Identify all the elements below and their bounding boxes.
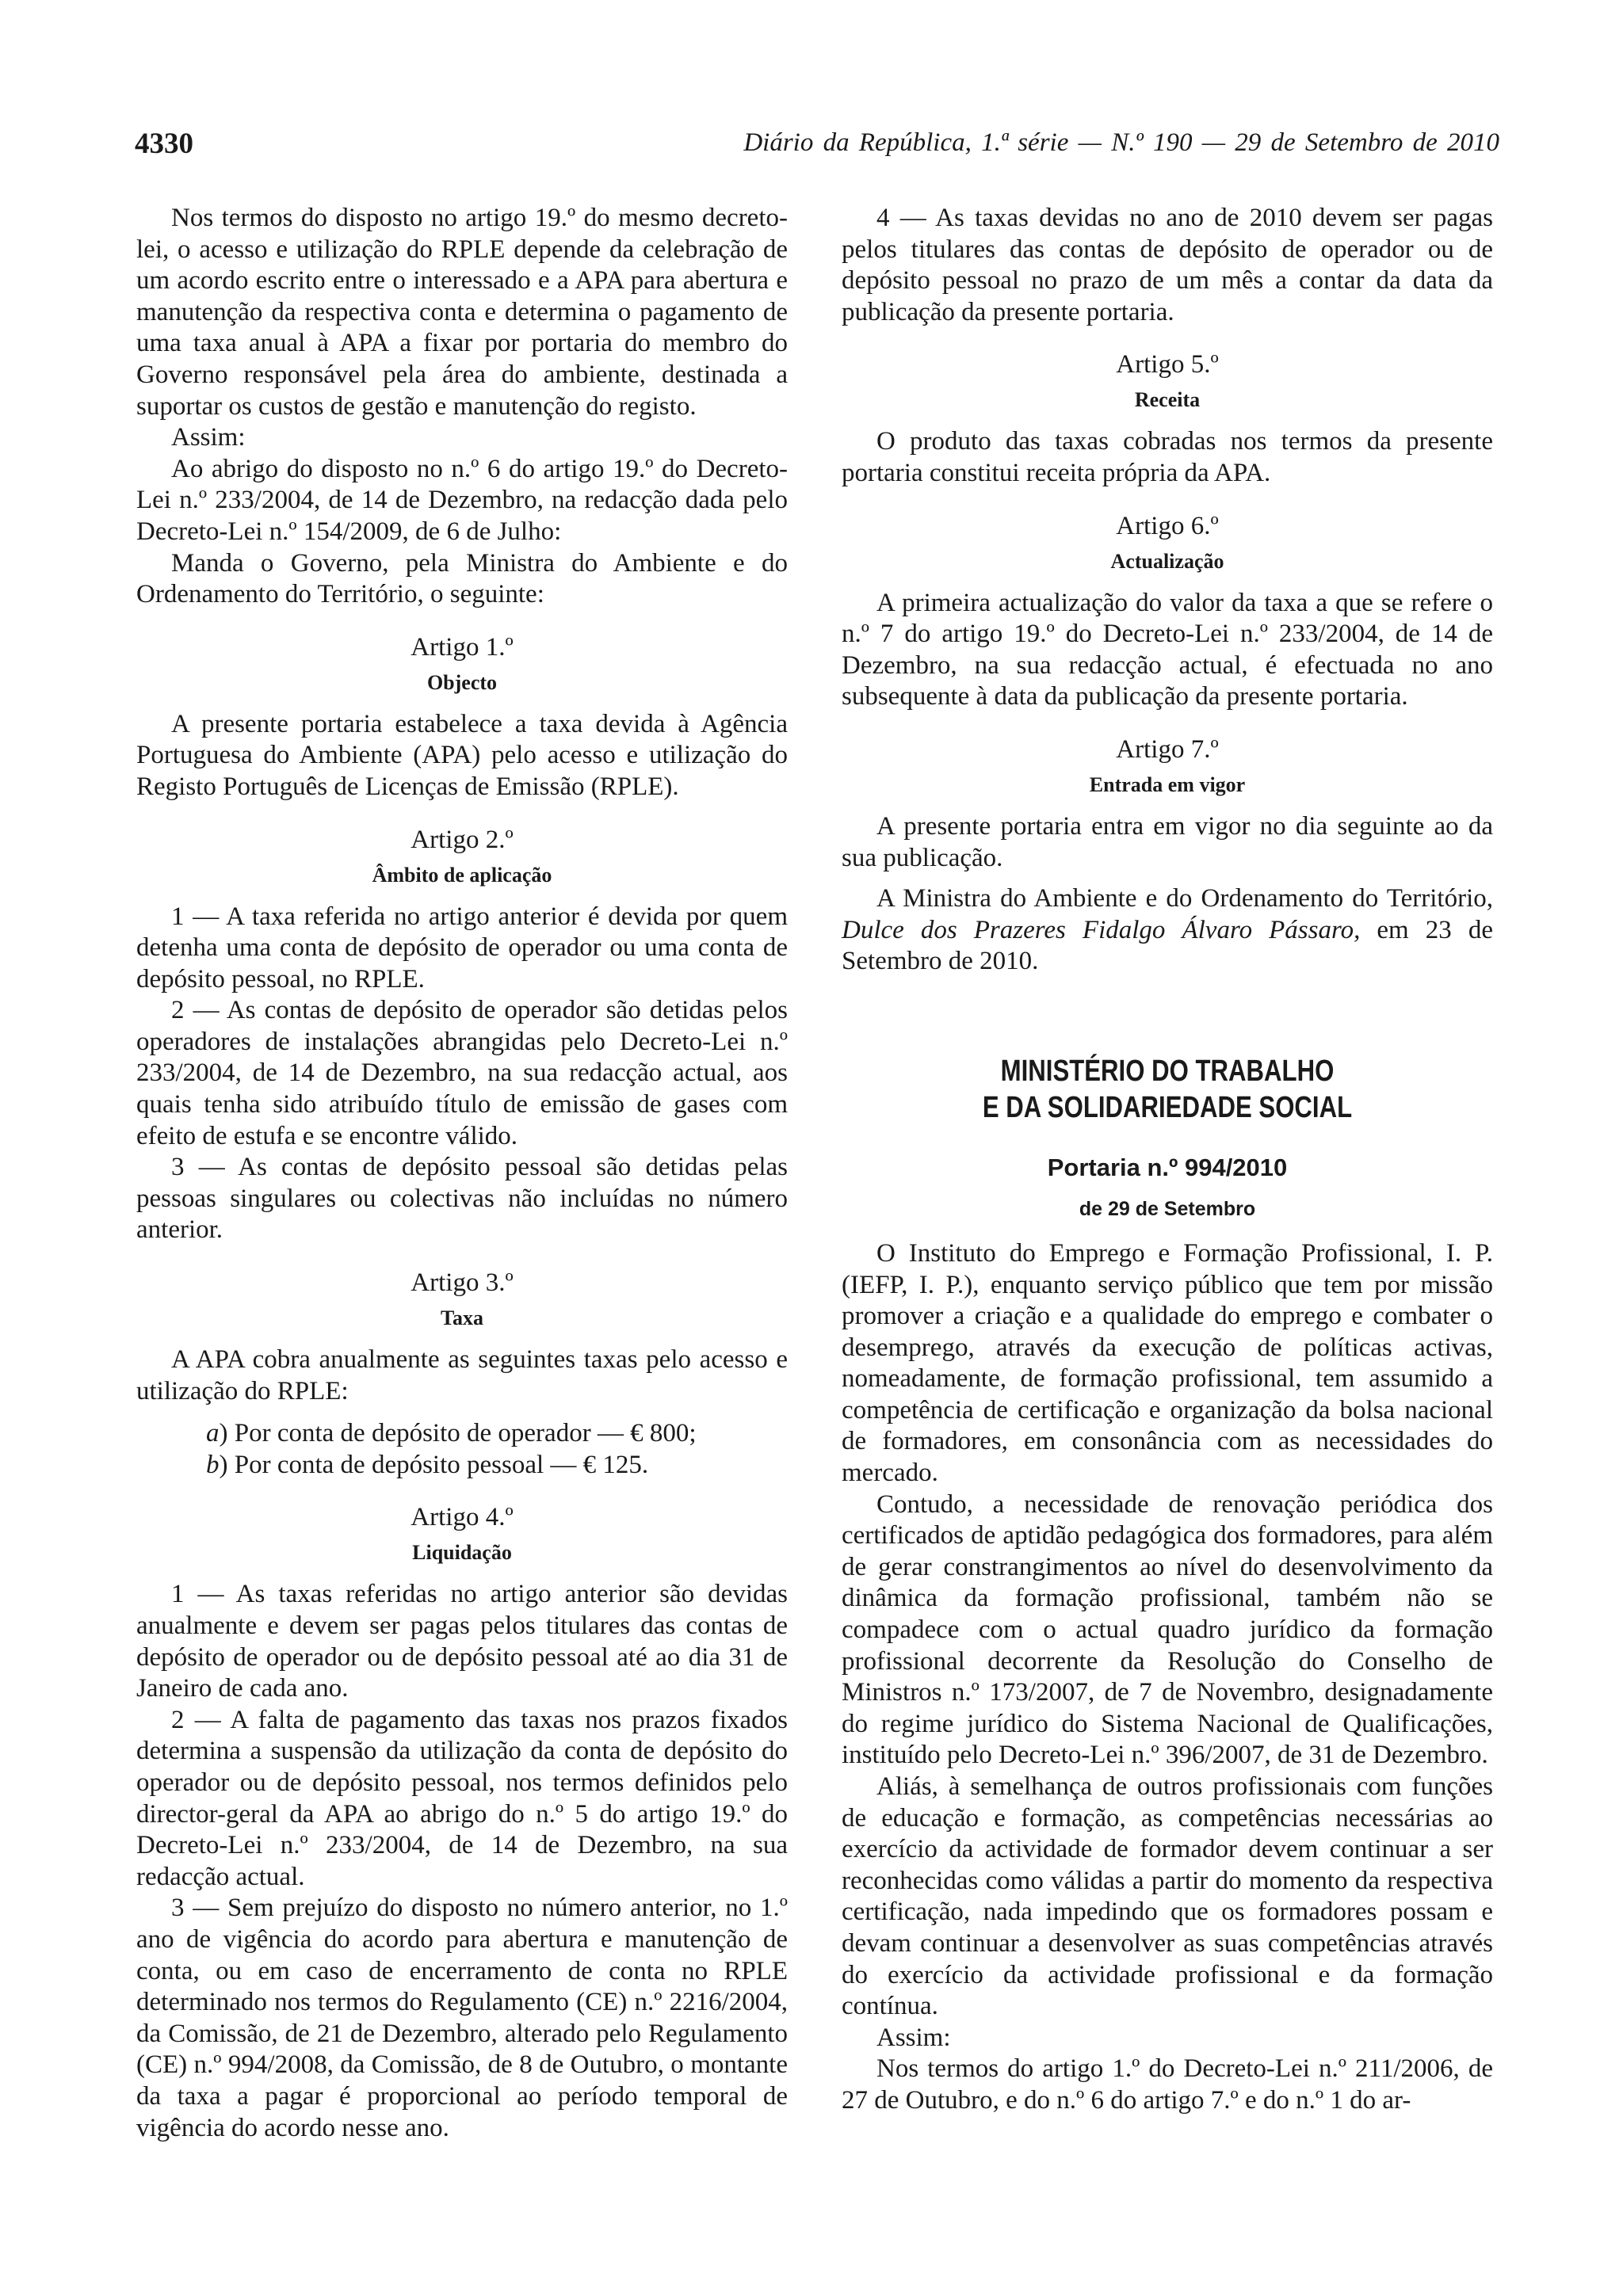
paragraph: A primeira actualização do valor da taxa a que se refere o n.º 7 do artigo 19.º do Decreto-Lei n.º 233/2004, de 14 de Dezembro, na sua redacção actual, é efectuada no ano subsequente à data da publicação da presente portaria. [842, 588, 1493, 711]
paragraph: Manda o Governo, pela Ministra do Ambiente e do Ordenamento do Território, o seguinte: [136, 548, 788, 609]
article-heading: Entrada em vigor [1089, 772, 1246, 796]
paragraph: 2 — As contas de depósito de operador são detidas pelos operadores de instalações abrangidas pelo Decreto-Lei n.º 233/2004, de 14 de Dezembro, na sua redacção actual, aos quais tenha sido atribuído título de emissão de gases com efeito de estufa e se encontre válido. [136, 996, 788, 1150]
list-item [136, 1418, 788, 1450]
article-heading: Actualização [1110, 549, 1224, 573]
signature-paragraph: A Ministra do Ambiente e do Ordenamento do Território, Dulce dos Prazeres Fidalgo Álvaro Pássaro, em 23 de Setembro de 2010. [842, 884, 1493, 976]
ministry-title-line1: MINISTÉRIO DO TRABALHO [1000, 1054, 1335, 1088]
right-column [842, 203, 1493, 2117]
paragraph: Assim: [876, 2023, 951, 2052]
paragraph: Assim: [171, 423, 246, 452]
article-heading: Liquidação [412, 1541, 512, 1565]
left-column [136, 203, 788, 2144]
paragraph: 2 — A falta de pagamento das taxas nos prazos fixados determina a suspensão da utilização da conta de depósito do operador ou de depósito pessoal, nos termos definidos pelo director-geral da APA ao abrigo do n.º 5 do artigo 19.º do Decreto-Lei n.º 233/2004, de 14 de Dezembro, na sua redacção actual. [136, 1705, 788, 1891]
paragraph: 1 — As taxas referidas no artigo anterior são devidas anualmente e devem ser pagas pelos titulares das contas de depósito de operador ou de depósito pessoal até ao dia 31 de Janeiro de cada ano. [136, 1580, 788, 1703]
article-heading: Receita [1134, 388, 1201, 412]
paragraph: A presente portaria estabelece a taxa devida à Agência Portuguesa do Ambiente (APA) pelo acesso e utilização do Registo Português de Licenças de Emissão (RPLE). [136, 709, 788, 801]
paragraph: Aliás, à semelhança de outros profissionais com funções de educação e formação, as competências necessárias ao exercício da actividade de formador devem continuar a ser reconhecidas como válidas a partir do momento da respectiva certificação, nada impedindo que os formadores possam e devam continuar a desenvolver as suas competências através do exercício da actividade profissional e da formação contínua. [842, 1772, 1493, 2021]
paragraph: O Instituto do Emprego e Formação Profissional, I. P. (IEFP, I. P.), enquanto serviço público que tem por missão promover a criação e a qualidade do emprego e combater o desemprego, através da execução de políticas activas, nomeadamente, de formação profissional, tem assumido a competência de certificação e organização da bolsa nacional de formadores, em consonância com as necessidades do mercado. [842, 1238, 1493, 1488]
list-text: ) Por conta de depósito pessoal — € 125. [219, 1450, 649, 1479]
paragraph: Nos termos do artigo 1.º do Decreto-Lei n.º 211/2006, de 27 de Outubro, e do n.º 6 do artigo 7.º e do n.º 1 do ar- [842, 2054, 1493, 2115]
ministry-title-line2: E DA SOLIDARIEDADE SOCIAL [982, 1090, 1353, 1124]
list-letter: a [206, 1419, 220, 1448]
list-letter: b [206, 1450, 220, 1479]
page-header [135, 127, 1499, 166]
list-item [136, 1450, 788, 1482]
article-title: Artigo 1.º [411, 632, 514, 662]
page-number: 4330 [135, 128, 193, 160]
article-title: Artigo 3.º [411, 1268, 514, 1298]
article-heading: Taxa [441, 1306, 483, 1330]
paragraph: Nos termos do disposto no artigo 19.º do mesmo decreto-lei, o acesso e utilização do RPLE depende da celebração de um acordo escrito entre o interessado e a APA para abertura e manutenção da respectiva conta e determina o pagamento de uma taxa anual à APA a fixar por portaria do membro do Governo responsável pela área do ambiente, destinada a suportar os custos de gestão e manutenção do registo. [136, 204, 788, 421]
signatory-name: Dulce dos Prazeres Fidalgo Álvaro Pássaro, [842, 915, 1361, 944]
article-title: Artigo 6.º [1116, 511, 1219, 540]
paragraph: Ao abrigo do disposto no n.º 6 do artigo 19.º do Decreto-Lei n.º 233/2004, de 14 de Dezembro, na redacção dada pelo Decreto-Lei n.º 154/2009, de 6 de Julho: [136, 454, 788, 546]
paragraph: 1 — A taxa referida no artigo anterior é devida por quem detenha uma conta de depósito de operador ou uma conta de depósito pessoal, no RPLE. [136, 902, 788, 994]
article-title: Artigo 5.º [1116, 350, 1219, 379]
paragraph: Contudo, a necessidade de renovação periódica dos certificados de aptidão pedagógica dos formadores, para além de gerar constrangimentos ao nível do desenvolvimento da dinâmica da formação profissional, também não se compadece com o actual quadro jurídico da formação profissional decorrente da Resolução do Conselho de Ministros n.º 173/2007, de 7 de Novembro, designadamente do regime jurídico do Sistema Nacional de Qualificações, instituído pelo Decreto-Lei n.º 396/2007, de 31 de Dezembro. [842, 1489, 1493, 1770]
paragraph: A APA cobra anualmente as seguintes taxas pelo acesso e utilização do RPLE: [136, 1345, 788, 1405]
paragraph: A presente portaria entra em vigor no dia seguinte ao da sua publicação. [842, 811, 1493, 872]
paragraph: 3 — As contas de depósito pessoal são detidas pelas pessoas singulares ou colectivas não incluídas no número anterior. [136, 1153, 788, 1245]
paragraph: 3 — Sem prejuízo do disposto no número anterior, no 1.º ano de vigência do acordo para abertura e manutenção de conta, ou em caso de encerramento de conta no RPLE determinado nos termos do Regulamento (CE) n.º 2216/2004, da Comissão, de 21 de Dezembro, alterado pelo Regulamento (CE) n.º 994/2008, da Comissão, de 8 de Outubro, o montante da taxa a pagar é proporcional ao período temporal de vigência do acordo nesse ano. [136, 1894, 788, 2142]
paragraph: O produto das taxas cobradas nos termos da presente portaria constitui receita própria da APA. [842, 427, 1493, 487]
article-heading: Âmbito de aplicação [372, 863, 552, 887]
article-heading: Objecto [426, 670, 498, 694]
article-title: Artigo 2.º [411, 825, 514, 854]
paragraph: 4 — As taxas devidas no ano de 2010 devem ser pagas pelos titulares das contas de depósito de operador ou de depósito pessoal no prazo de um mês a contar da data da publicação da presente portaria. [842, 204, 1493, 326]
list-text: ) Por conta de depósito de operador — € 800; [219, 1419, 697, 1448]
portaria-date: de 29 de Setembro [1079, 1197, 1256, 1220]
article-title: Artigo 7.º [1116, 734, 1219, 764]
article-title: Artigo 4.º [411, 1503, 514, 1532]
portaria-title: Portaria n.º 994/2010 [1047, 1153, 1288, 1181]
running-title: Diário da República, 1.ª série — N.º 190 — 29 de Setembro de 2010 [743, 128, 1499, 157]
